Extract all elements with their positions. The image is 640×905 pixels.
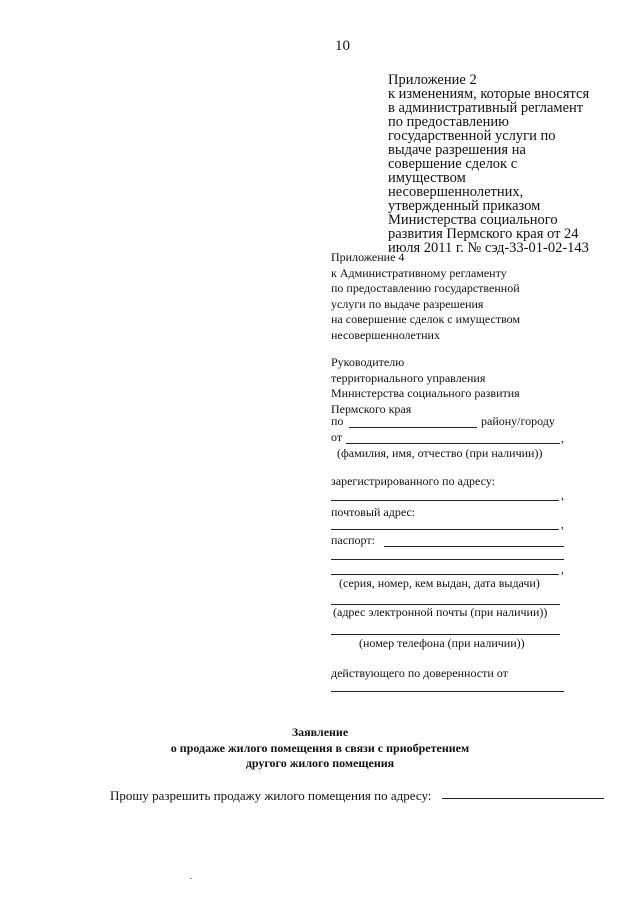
appendix-4-line: несовершеннолетних — [331, 327, 440, 342]
sale-address-field-line[interactable] — [442, 798, 604, 799]
phone-field-line[interactable] — [331, 634, 560, 635]
passport-caption: (серия, номер, кем выдан, дата выдачи) — [339, 576, 540, 590]
po-label: по — [331, 414, 344, 428]
registered-address-field-line[interactable] — [331, 500, 559, 501]
postal-label: почтовый адрес: — [331, 505, 416, 519]
appendix-2-line: имуществом — [388, 170, 466, 186]
appendix-2-line: в административный регламент — [388, 100, 584, 116]
proxy-field-line[interactable] — [331, 691, 564, 692]
comma: , — [561, 431, 564, 445]
appendix-2-line: развития Пермского края от 24 — [388, 226, 579, 242]
appendix-2-line: по предоставлению — [388, 114, 509, 130]
addressee-line: Министерства социального развития — [331, 386, 520, 400]
addressee-line: Пермского края — [331, 401, 412, 416]
appendix-2-line: Министерства социального — [388, 212, 558, 228]
proxy-label: действующего по доверенности от — [331, 666, 508, 680]
appendix-2-block — [388, 73, 618, 255]
passport-field-line-1[interactable] — [384, 546, 564, 547]
passport-field-line-3[interactable] — [331, 574, 559, 575]
appendix-4-line: на совершение сделок с имуществом — [331, 312, 521, 326]
addressee-block — [331, 355, 571, 417]
postal-address-field-line[interactable] — [331, 529, 559, 530]
appendix-2-line: несовершеннолетних, — [388, 184, 524, 200]
ot-label: от — [331, 430, 343, 444]
statement-body: Прошу разрешить продажу жилого помещения по адресу: — [110, 788, 432, 803]
appendix-4-line: к Административному регламенту — [331, 265, 507, 280]
appendix-2-line: государственной услуги по — [388, 128, 556, 144]
appendix-2-line: Приложение 2 — [388, 72, 477, 88]
appendix-4-line: услуги по выдаче разрешения — [331, 296, 484, 311]
appendix-4-block — [331, 250, 621, 343]
email-caption: (адрес электронной почты (при наличии)) — [333, 605, 548, 619]
addressee-line: территориального управления — [331, 370, 486, 385]
addressee-line: Руководителю — [331, 355, 405, 369]
appendix-2-line: к изменениям, которые вносятся — [388, 86, 590, 102]
applicant-name-field-line[interactable] — [346, 443, 560, 444]
appendix-4-line: Приложение 4 — [331, 250, 405, 264]
comma: , — [561, 488, 564, 502]
statement-title: Заявление — [291, 725, 349, 739]
appendix-2-line: совершение сделок с — [388, 156, 518, 172]
passport-field-line-2[interactable] — [331, 559, 564, 560]
appendix-2-line: июля 2011 г. № сэд-33-01-02-143 — [388, 240, 589, 256]
registered-label: зарегистрированного по адресу: — [331, 474, 495, 488]
statement-subtitle-2: другого жилого помещения — [245, 756, 395, 770]
appendix-2-line: выдаче разрешения на — [388, 142, 526, 158]
scan-speck — [190, 878, 192, 879]
fio-caption: (фамилия, имя, отчество (при наличии)) — [337, 446, 543, 460]
statement-subtitle-1: о продаже жилого помещения в связи с приобретением — [170, 741, 470, 755]
appendix-2-line: утвержденный приказом — [388, 198, 541, 214]
phone-caption: (номер телефона (при наличии)) — [359, 636, 525, 650]
comma: , — [561, 517, 564, 531]
po-suffix: району/городу — [481, 414, 555, 428]
comma: , — [561, 562, 564, 576]
appendix-4-line: по предоставлению государственной — [331, 281, 520, 295]
page-number: 10 — [335, 38, 350, 54]
passport-label: паспорт: — [331, 533, 375, 547]
district-field-line[interactable] — [349, 427, 477, 428]
